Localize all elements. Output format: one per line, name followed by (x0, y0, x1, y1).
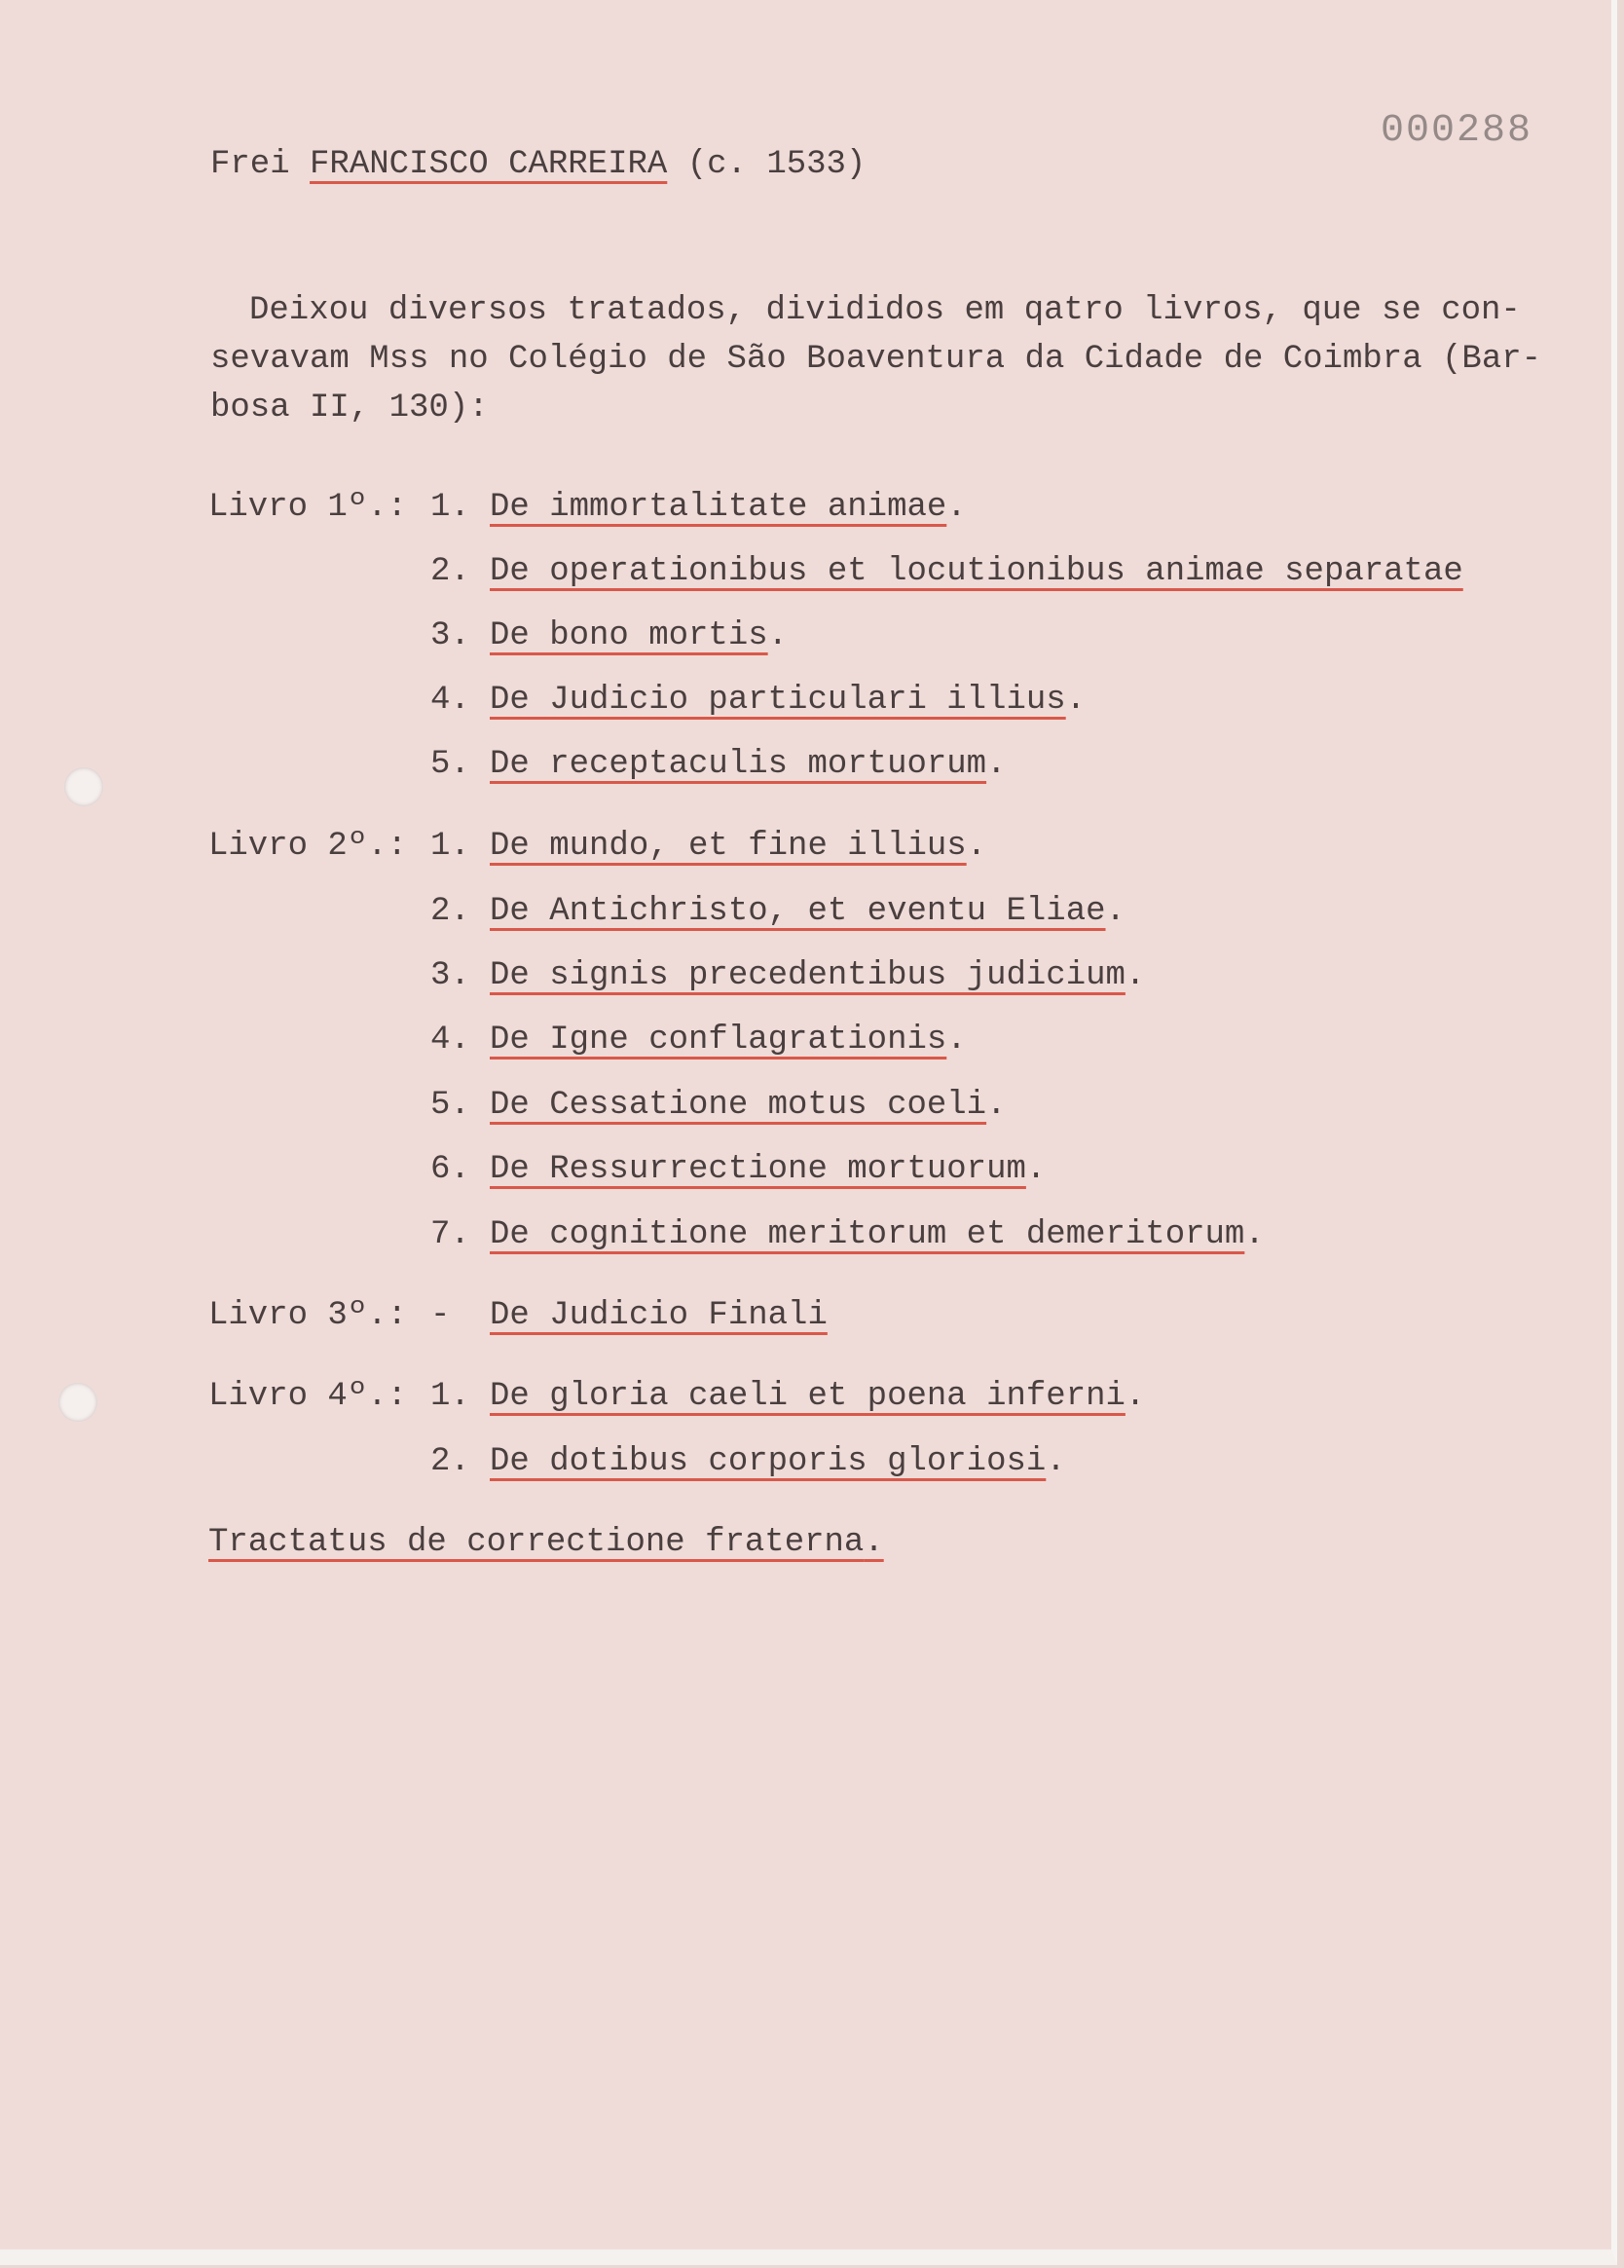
book-4-item-2-title: De dotibus corporis gloriosi. (490, 1443, 1066, 1480)
book-1-item-4-title: De Judicio particulari illius. (490, 682, 1087, 719)
book-2-item-1-number: 1. (430, 828, 470, 865)
book-4-item-1-number: 1. (430, 1378, 470, 1415)
book-2-item-3-title: De signis precedentibus judicium. (490, 957, 1146, 994)
book-2-item-5-number: 5. (430, 1087, 470, 1124)
intro-line-1: Deixou diversos tratados, divididos em qatro livros, que se con- (249, 292, 1521, 329)
book-1-label: Livro 1º.: (208, 489, 408, 526)
book-3-label: Livro 3º.: (208, 1297, 408, 1334)
book-2-label: Livro 2º.: (208, 828, 408, 865)
book-2-item-6-number: 6. (430, 1151, 470, 1188)
book-2-item-1-title: De mundo, et fine illius. (490, 828, 987, 865)
book-3-item-1-title: De Judicio Finali (490, 1297, 828, 1334)
book-2-item-4-title: De Igne conflagrationis. (490, 1022, 967, 1059)
book-3-item-1-number: - (430, 1297, 451, 1334)
book-2-item-4-number: 4. (430, 1022, 470, 1059)
book-1-item-1-title: De immortalitate animae. (490, 489, 967, 526)
book-2-item-2-title: De Antichristo, et eventu Eliae. (490, 893, 1126, 930)
archive-stamp-number: 000288 (1381, 109, 1533, 153)
closing-treatise: Tractatus de correctione fraterna. (208, 1524, 884, 1561)
header-prefix: Frei (210, 146, 311, 183)
intro-line-3: bosa II, 130): (210, 390, 489, 427)
book-2-item-7-title: De cognitione meritorum et demeritorum. (490, 1216, 1265, 1253)
book-4-item-2-number: 2. (430, 1443, 470, 1480)
book-1-item-4-number: 4. (430, 682, 470, 719)
book-1-item-5-title: De receptaculis mortuorum. (490, 746, 1007, 783)
book-4-item-1-title: De gloria caeli et poena inferni. (490, 1378, 1146, 1415)
book-4-label: Livro 4º.: (208, 1378, 408, 1415)
book-1-item-1-number: 1. (430, 489, 470, 526)
book-2-item-7-number: 7. (430, 1216, 470, 1253)
book-2-item-5-title: De Cessatione motus coeli. (490, 1087, 1007, 1124)
header-date: (c. 1533) (667, 146, 867, 183)
punch-hole-bottom (58, 1383, 97, 1422)
intro-line-2: sevavam Mss no Colégio de São Boaventura da Cidade de Coimbra (Bar- (210, 341, 1542, 378)
book-1-item-3-title: De bono mortis. (490, 617, 789, 654)
author-name: FRANCISCO CARREIRA (310, 146, 668, 183)
punch-hole-top (64, 767, 103, 806)
book-1-item-5-number: 5. (430, 746, 470, 783)
book-1-item-3-number: 3. (430, 617, 470, 654)
book-1-item-2-number: 2. (430, 553, 470, 590)
document-header (210, 146, 866, 183)
book-2-item-3-number: 3. (430, 957, 470, 994)
book-2-item-6-title: De Ressurrectione mortuorum. (490, 1151, 1047, 1188)
book-2-item-2-number: 2. (430, 893, 470, 930)
book-1-item-2-title: De operationibus et locutionibus animae separatae (490, 553, 1463, 590)
